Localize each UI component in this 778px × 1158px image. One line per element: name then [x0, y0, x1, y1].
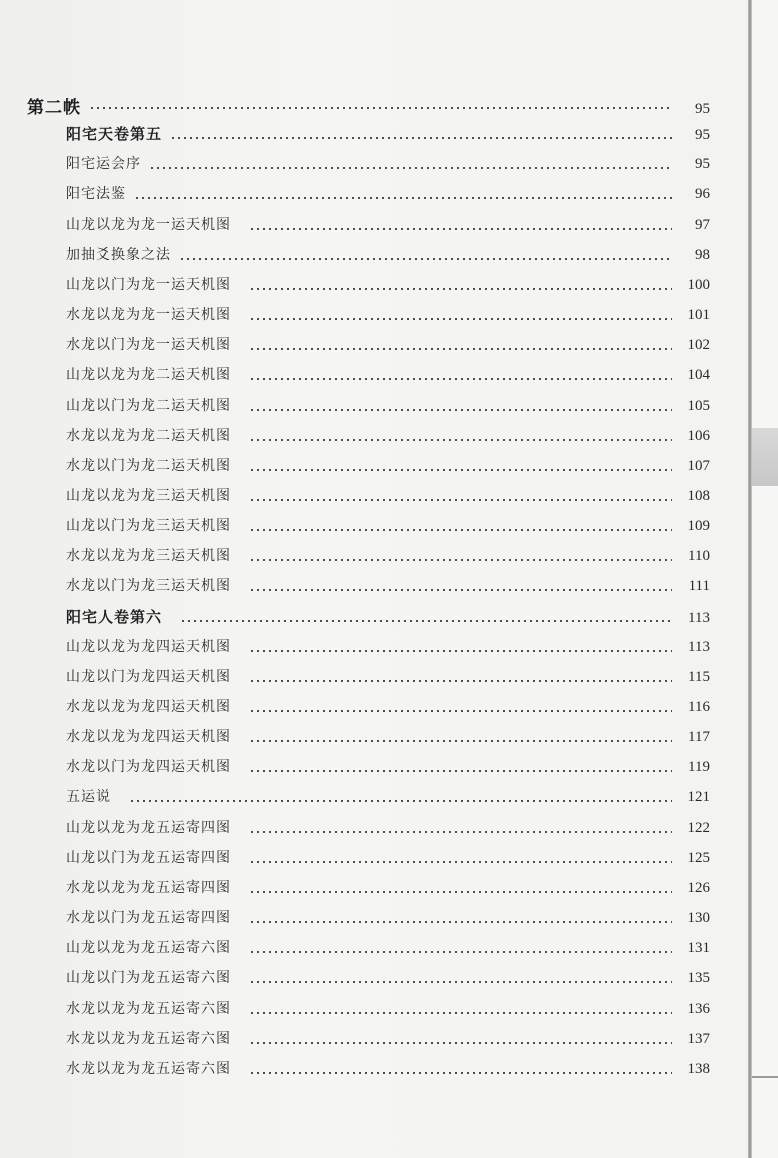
toc-entry-title: 山龙以龙为龙五运寄六图	[66, 940, 231, 957]
toc-page-number: 135	[687, 970, 710, 987]
toc-entry-title: 水龙以龙为龙五运寄六图	[66, 1000, 231, 1017]
toc-entry[interactable]	[66, 485, 710, 509]
toc-entry-title: 水龙以龙为龙三运天机图	[66, 548, 231, 565]
toc-entry[interactable]	[66, 967, 710, 991]
toc-entry-title: 阳宅天卷第五	[66, 125, 163, 144]
toc-entry-title: 水龙以龙为龙四运天机图	[66, 699, 231, 715]
dot-leader	[149, 167, 672, 169]
toc-entry[interactable]	[66, 153, 710, 177]
toc-page-number: 96	[695, 186, 710, 203]
toc-page-number: 102	[687, 337, 710, 354]
toc-entry-title: 山龙以龙为龙二运天机图	[66, 367, 231, 384]
dot-leader	[249, 409, 672, 411]
toc-entry[interactable]	[66, 1028, 710, 1052]
dot-leader	[129, 800, 672, 802]
toc-entry[interactable]	[66, 1058, 710, 1082]
toc-entry[interactable]	[66, 726, 710, 750]
toc-page-number: 97	[695, 216, 710, 233]
dot-leader	[134, 197, 672, 199]
dot-leader	[249, 378, 672, 380]
toc-page-number: 111	[688, 578, 710, 595]
toc-entry[interactable]	[66, 666, 710, 690]
toc-entry[interactable]	[66, 575, 710, 599]
toc-page-number: 110	[688, 548, 710, 565]
toc-page-number: 119	[688, 759, 710, 776]
toc-entry-title: 山龙以门为龙一运天机图	[66, 276, 231, 293]
dot-leader	[249, 831, 672, 833]
dot-leader	[249, 1042, 672, 1044]
toc-entry-title: 水龙以门为龙五运寄四图	[66, 910, 231, 927]
toc-entry-title: 五运说	[66, 789, 111, 806]
toc-page-number: 113	[688, 609, 710, 626]
toc-entry-title: 水龙以龙为龙四运天机图	[66, 729, 231, 746]
toc-chapter-entry[interactable]	[66, 606, 710, 630]
toc-entry[interactable]	[66, 847, 710, 871]
toc-page-number: 107	[687, 457, 710, 474]
toc-entry-title: 阳宅运会序	[66, 156, 141, 173]
toc-entry[interactable]	[66, 636, 710, 660]
toc-page-number: 126	[687, 879, 710, 896]
dot-leader	[249, 499, 672, 501]
dot-leader	[249, 740, 672, 742]
toc-page-number: 125	[687, 849, 710, 866]
toc-page-number: 115	[688, 668, 710, 685]
toc-entry[interactable]	[66, 214, 710, 238]
dot-leader	[249, 891, 672, 893]
dot-leader	[249, 228, 672, 230]
toc-entry-title: 山龙以龙为龙一运天机图	[66, 216, 231, 233]
toc-entry-title: 山龙以门为龙四运天机图	[66, 668, 231, 685]
toc-page-number: 121	[687, 789, 710, 806]
dot-leader	[249, 469, 672, 471]
toc-entry-title: 水龙以龙为龙五运寄四图	[66, 879, 231, 896]
toc-entry-title: 水龙以龙为龙二运天机图	[66, 427, 231, 444]
toc-page-number: 138	[687, 1060, 710, 1077]
toc-page-number: 137	[687, 1030, 710, 1047]
dot-leader	[249, 318, 672, 320]
dot-leader	[249, 348, 672, 350]
adjacent-page-band	[752, 428, 778, 486]
toc-page-number: 101	[687, 307, 710, 324]
dot-leader	[249, 589, 672, 591]
toc-page-number: 95	[695, 156, 710, 173]
toc-entry[interactable]	[66, 756, 710, 780]
toc-entry[interactable]	[66, 364, 710, 388]
toc-entry-title: 加抽爻换象之法	[66, 246, 171, 263]
toc-entry-title: 山龙以门为龙三运天机图	[66, 518, 231, 535]
toc-entry[interactable]	[66, 907, 710, 931]
toc-page-number: 106	[687, 427, 710, 444]
dot-leader	[249, 650, 672, 652]
toc-entry[interactable]	[66, 304, 710, 328]
toc-entry-title: 山龙以门为龙五运寄六图	[66, 970, 231, 987]
toc-entry-title: 山龙以龙为龙四运天机图	[66, 638, 231, 655]
toc-page-number: 104	[687, 367, 710, 384]
toc-entry-title: 水龙以门为龙四运天机图	[66, 759, 231, 776]
toc-section-heading[interactable]	[27, 93, 710, 117]
toc-page-number: 95	[695, 101, 710, 117]
toc-page-number: 100	[687, 276, 710, 293]
dot-leader	[249, 288, 672, 290]
toc-entry-title: 水龙以龙为龙五运寄六图	[66, 1030, 231, 1047]
dot-leader	[249, 710, 672, 712]
toc-entry-title: 水龙以门为龙一运天机图	[66, 337, 231, 354]
toc-entry-title: 水龙以门为龙三运天机图	[66, 578, 231, 595]
toc-entry-title: 阳宅人卷第六	[66, 607, 163, 626]
dot-leader	[249, 439, 672, 441]
toc-entry-title: 第二帙	[27, 98, 81, 118]
dot-leader	[249, 1072, 672, 1074]
toc-page-number: 109	[687, 518, 710, 535]
toc-entry[interactable]	[66, 817, 710, 841]
toc-entry[interactable]	[66, 395, 710, 419]
toc-page-number: 117	[688, 729, 710, 746]
toc-entry[interactable]	[66, 545, 710, 569]
dot-leader	[249, 981, 672, 983]
dot-leader	[179, 258, 672, 260]
toc-chapter-entry[interactable]	[66, 123, 710, 147]
toc-entry[interactable]	[66, 334, 710, 358]
toc-entry[interactable]	[66, 515, 710, 539]
toc-entry-title: 山龙以门为龙五运寄四图	[66, 849, 231, 866]
dot-leader	[249, 1012, 672, 1014]
toc-entry[interactable]	[66, 998, 710, 1022]
dot-leader	[249, 951, 672, 953]
toc-entry[interactable]	[66, 183, 710, 207]
dot-leader	[249, 559, 672, 561]
toc-page-number: 130	[687, 910, 710, 927]
toc-page-number: 95	[695, 127, 710, 144]
toc-page-number: 113	[688, 638, 710, 655]
dot-leader	[249, 770, 672, 772]
toc-entry-title: 水龙以龙为龙五运寄六图	[66, 1060, 231, 1077]
adjacent-page-edge	[752, 0, 778, 1158]
toc-page-number: 108	[687, 487, 710, 504]
toc-entry[interactable]	[66, 696, 710, 720]
dot-leader	[89, 107, 672, 109]
toc-entry-title: 山龙以龙为龙三运天机图	[66, 487, 231, 504]
toc-entry[interactable]	[66, 274, 710, 298]
toc-page-number: 105	[687, 397, 710, 414]
dot-leader	[249, 861, 672, 863]
dot-leader	[249, 529, 672, 531]
toc-entry[interactable]	[66, 244, 710, 268]
toc-entry[interactable]	[66, 877, 710, 901]
toc-entry-title: 山龙以门为龙二运天机图	[66, 397, 231, 414]
dot-leader	[180, 620, 672, 622]
toc-page-number: 116	[688, 699, 710, 715]
dot-leader	[249, 680, 672, 682]
toc-entry-title: 阳宅法鉴	[66, 186, 126, 203]
toc-entry[interactable]	[66, 786, 710, 810]
toc-entry-title: 山龙以龙为龙五运寄四图	[66, 819, 231, 836]
dot-leader	[249, 921, 672, 923]
adjacent-page-rule	[752, 1076, 778, 1078]
dot-leader	[170, 137, 672, 139]
toc-page-number: 98	[695, 246, 710, 263]
toc-entry[interactable]	[66, 455, 710, 479]
toc-page-number: 122	[687, 819, 710, 836]
toc-entry-title: 水龙以门为龙二运天机图	[66, 457, 231, 474]
toc-entry[interactable]	[66, 937, 710, 961]
toc-page-number: 131	[687, 940, 710, 957]
toc-page-number: 136	[687, 1000, 710, 1017]
toc-entry-title: 水龙以龙为龙一运天机图	[66, 307, 231, 324]
toc-entry[interactable]	[66, 425, 710, 449]
